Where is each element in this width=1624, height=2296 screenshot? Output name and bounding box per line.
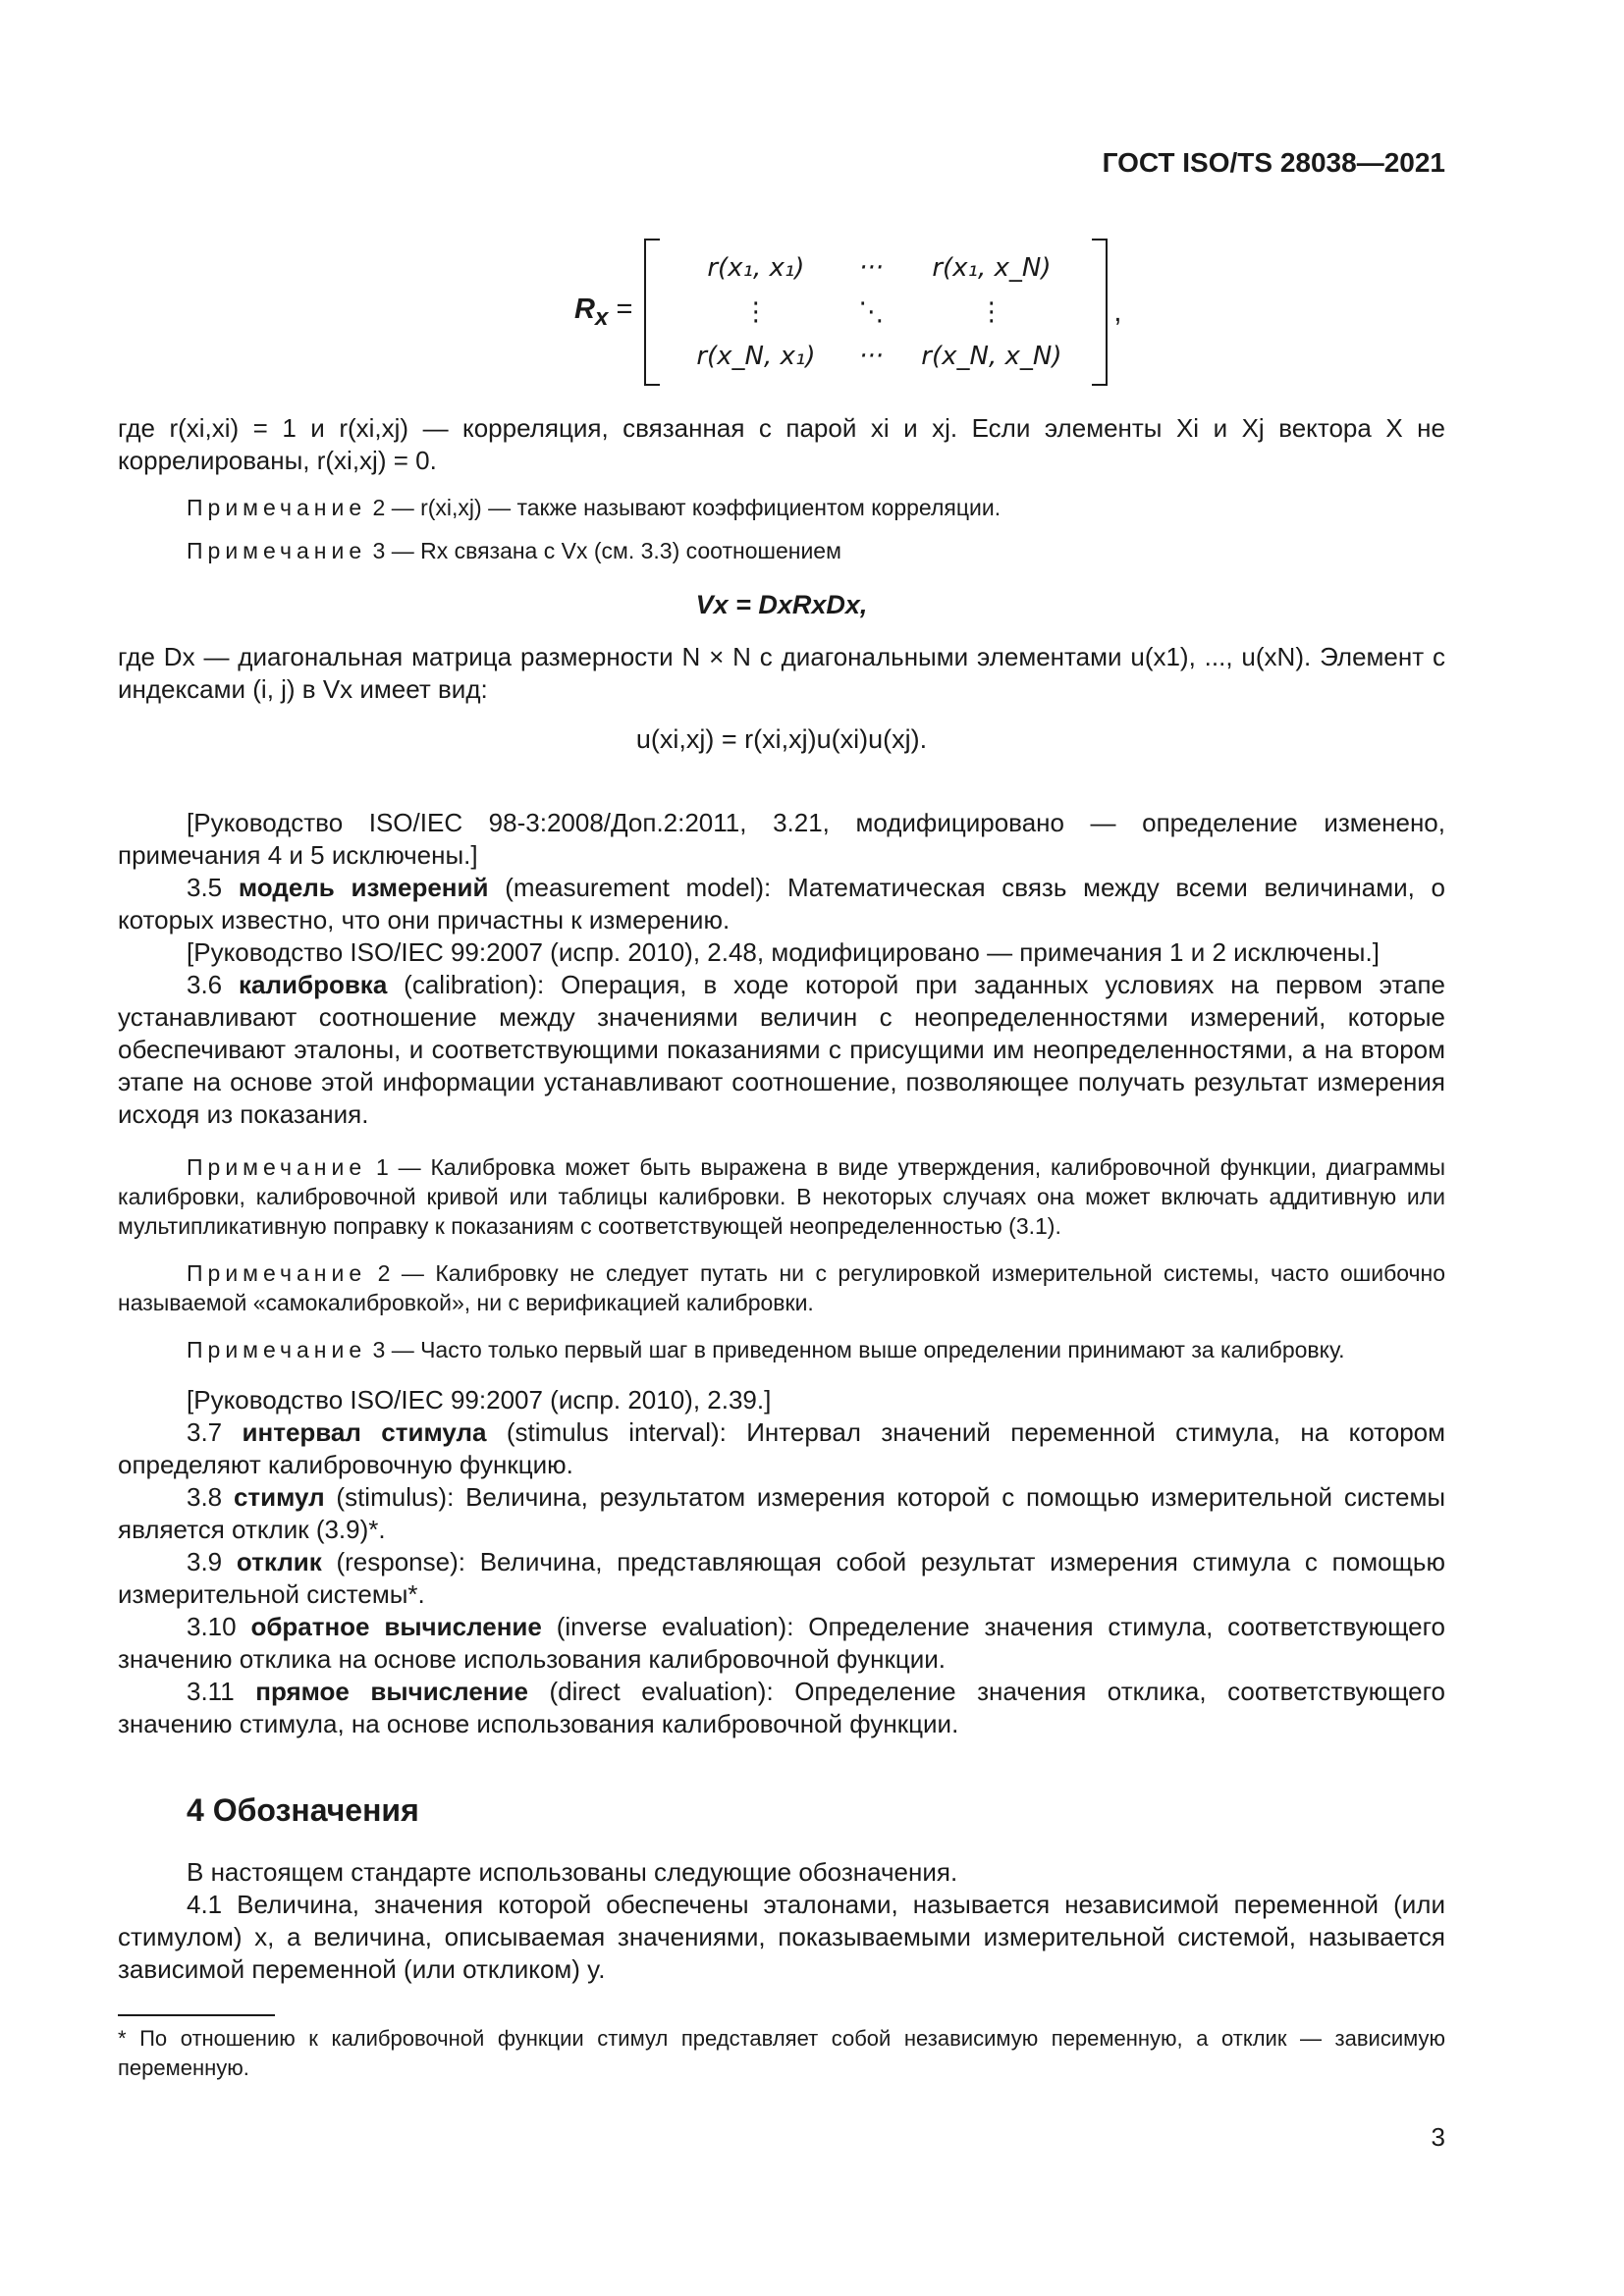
term-3-10: [118, 1611, 1445, 1676]
term-number: 3.11: [187, 1677, 235, 1706]
matrix-cell: r(x_N, x_N): [921, 342, 1062, 371]
equation-u: u(xi,xj) = r(xi,xj)u(xi)u(xj).: [635, 724, 928, 754]
note-text: 2 — Калибровку не следует путать ни с регулировкой измерительной системы, часто ошибочно называемой «самокалибровкой», ни с верификацией калибровки.: [118, 1260, 1446, 1315]
paragraph-where-correlation: где r(xi,xi) = 1 и r(xi,xj) — корреляция, связанная с парой xi и xj. Если элементы Xi и Xj вектора X не коррелированы, r(xi,xj) = 0.: [118, 413, 1445, 475]
note-label: Примечание: [187, 538, 367, 563]
matrix-left-bracket: [644, 239, 660, 386]
matrix-cell: ⋮: [742, 297, 769, 327]
matrix-cell: r(x₁, x₁): [707, 253, 805, 283]
section-4: [118, 1792, 1445, 1986]
note-label: Примечание: [187, 1260, 367, 1286]
term-number: 3.5: [187, 873, 223, 902]
term-number: 3.10: [187, 1612, 237, 1641]
term-name: отклик: [236, 1547, 322, 1576]
term-definition: (direct evaluation): Определение значения отклика, соответствующего значению стимула, на основе использования калибровочной функции.: [118, 1677, 1445, 1738]
note-text: 1 — Калибровка может быть выражена в виде утверждения, калибровочной функции, диаграммы калибровки, калибровочной кривой или таблицы калибровки. В некоторых случаях она может включать аддитивную или мультипликативную поправку к показаниям с соответствующей неопределенностью (3.1).: [118, 1154, 1446, 1239]
footnote: * По отношению к калибровочной функции стимул представляет собой независимую переменную, а отклик — зависимую переменную.: [118, 2026, 1445, 2080]
matrix-cell: ⋱: [858, 297, 885, 327]
section-4-intro: В настоящем стандарте использованы следующие обозначения.: [187, 1857, 958, 1887]
reference-2: [Руководство ISO/IEC 99:2007 (испр. 2010), 2.48, модифицировано — примечания 1 и 2 исключены.]: [187, 937, 1380, 967]
term-name: прямое вычисление: [255, 1677, 528, 1706]
matrix-cell: ···: [858, 342, 884, 371]
matrix-cell: ···: [858, 253, 884, 283]
term-3-6: [118, 969, 1445, 1131]
paragraph-where-diagonal: где Dx — диагональная матрица размерности N × N с диагональными элементами u(x1), ..., u(xN). Элемент с индексами (i, j) в Vx имеет вид:: [118, 642, 1445, 704]
term-3-5: [118, 872, 1445, 936]
term-definition: (measurement model): Математическая связь между всеми величинами, о которых известно, что они причастны к измерению.: [118, 873, 1446, 934]
body-block-top: [118, 412, 1445, 756]
term-name: калибровка: [239, 970, 388, 999]
term-number: 3.8: [187, 1482, 223, 1512]
term-number: 3.9: [187, 1547, 223, 1576]
matrix-cell: ⋮: [978, 297, 1004, 327]
term-name: стимул: [233, 1482, 325, 1512]
note-3-calibration: [118, 1335, 1445, 1364]
note-text: 3 — Часто только первый шаг в приведенном выше определении принимают за калибровку.: [372, 1337, 1345, 1362]
equation-vx: Vx = DxRxDx,: [695, 590, 868, 619]
term-definition: (stimulus interval): Интервал значений переменной стимула, на котором определяют калибровочную функцию.: [118, 1417, 1445, 1479]
note-2-correlation-coefficient: [118, 493, 1445, 522]
note-2-calibration: [118, 1258, 1445, 1317]
note-label: Примечание: [187, 1337, 367, 1362]
footnote-separator: [118, 2014, 275, 2016]
reference-1: [Руководство ISO/IEC 98-3:2008/Доп.2:2011, 3.21, модифицировано — определение изменено, примечания 4 и 5 исключены.]: [118, 808, 1445, 870]
term-name: модель измерений: [238, 873, 489, 902]
term-3-9: [118, 1546, 1445, 1611]
term-3-7: [118, 1416, 1445, 1481]
section-4-title: 4 Обозначения: [187, 1792, 419, 1828]
term-definition: (stimulus): Величина, результатом измерения которой с помощью измерительной системы является отклик (3.9)*.: [118, 1482, 1446, 1544]
term-definition: (inverse evaluation): Определение значения стимула, соответствующего значению отклика на основе использования калибровочной функции.: [118, 1612, 1446, 1674]
note-3-relation: [118, 536, 1445, 565]
matrix-cell: r(x₁, x_N): [932, 253, 1052, 283]
note-text: 3 — Rx связана с Vx (см. 3.3) соотношением: [372, 538, 841, 563]
term-number: 3.6: [187, 970, 223, 999]
note-label: Примечание: [187, 495, 367, 520]
document-code-header: ГОСТ ISO/TS 28038—2021: [1102, 147, 1445, 178]
matrix-lhs-subscript: x: [594, 303, 609, 331]
term-definition: (response): Величина, представляющая собой результат измерения стимула с помощью измерительной системы*.: [118, 1547, 1445, 1609]
note-1-calibration: [118, 1152, 1445, 1241]
term-3-8: [118, 1481, 1445, 1546]
matrix-grid: [660, 246, 1092, 379]
matrix-equals: =: [616, 293, 633, 325]
term-number: 3.7: [187, 1417, 223, 1447]
note-text: 2 — r(xi,xj) — также называют коэффициентом корреляции.: [372, 495, 1001, 520]
matrix-lhs-symbol: R: [574, 293, 595, 325]
terms-block: [118, 807, 1445, 1740]
page-number: 3: [1431, 2122, 1445, 2152]
correlation-matrix-formula: [574, 239, 1121, 386]
term-definition: (calibration): Операция, в ходе которой при заданных условиях на первом этапе устанавливают соотношение между значениями величин с неопределенностями измерений, которые обеспечивают эталоны, и соответствующими показаниями с присущими им неопределенностями, а на втором этапе на основе этой информации устанавливают соотношение, позволяющее получать результат измерения исходя из показания.: [118, 970, 1445, 1129]
matrix-cell: r(x_N, x₁): [696, 342, 816, 371]
note-label: Примечание: [187, 1154, 367, 1180]
term-name: интервал стимула: [242, 1417, 487, 1447]
term-3-11: [118, 1676, 1445, 1740]
matrix-lhs: [574, 294, 632, 332]
term-name: обратное вычисление: [250, 1612, 542, 1641]
matrix-right-bracket: [1092, 239, 1108, 386]
matrix-trailing-comma: ,: [1113, 295, 1122, 328]
section-4-1: 4.1 Величина, значения которой обеспечены эталонами, называется независимой переменной (или стимулом) x, а величина, описываемая значениями, показываемыми измерительной системой, называется зависимой переменной (или откликом) y.: [118, 1890, 1445, 1984]
reference-3: [Руководство ISO/IEC 99:2007 (испр. 2010), 2.39.]: [187, 1385, 772, 1415]
